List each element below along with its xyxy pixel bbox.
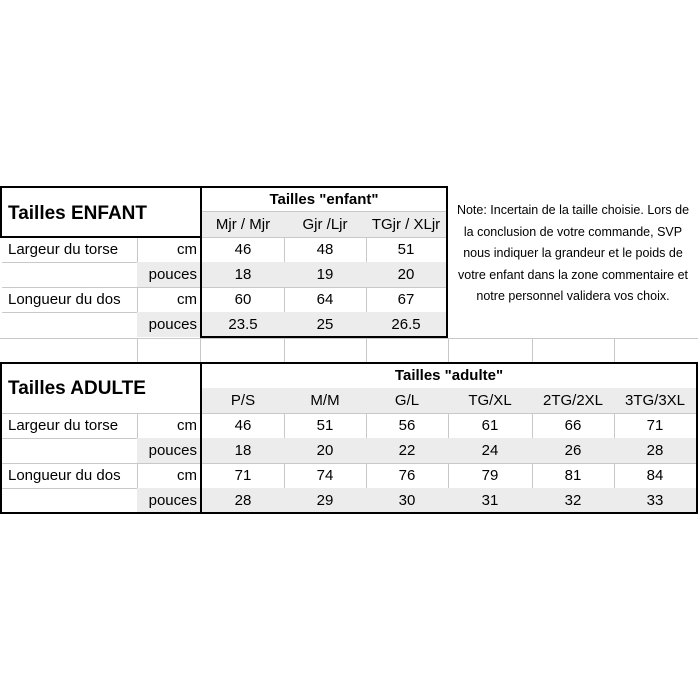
adulte-value-cell: 74 (316, 467, 334, 484)
adulte-value-cell: 26 (532, 438, 614, 463)
adulte-row-unit: cm (177, 467, 197, 484)
adulte-size-header: 3TG/3XL (614, 388, 696, 413)
adulte-value-cell: 81 (564, 467, 582, 484)
adulte-value-cell: 84 (646, 467, 664, 484)
enfant-row-label: Longueur du dos (8, 291, 121, 308)
gridline (532, 338, 533, 362)
adulte-title: Tailles ADULTE (8, 377, 146, 399)
gridline (137, 338, 138, 362)
enfant-value-cell: 26.5 (366, 312, 446, 337)
adulte-value-cell: 30 (366, 488, 448, 513)
adulte-row-label: Longueur du dos (8, 467, 121, 484)
gridline (366, 338, 367, 362)
enfant-value-cell: 19 (284, 262, 366, 287)
enfant-value-cell: 64 (316, 291, 334, 308)
adulte-size-header: P/S (202, 388, 284, 413)
adulte-value-cell: 18 (202, 438, 284, 463)
adulte-row-unit: cm (177, 417, 197, 434)
adulte-value-cell: 66 (564, 417, 582, 434)
enfant-row-unit: pouces (137, 262, 200, 287)
enfant-value-cell: 46 (234, 241, 252, 258)
enfant-value-cell: 25 (284, 312, 366, 337)
enfant-title-border (0, 186, 202, 238)
enfant-row-unit: pouces (137, 312, 200, 337)
adulte-size-header: 2TG/2XL (532, 388, 614, 413)
enfant-size-header: TGjr / XLjr (366, 212, 446, 237)
adulte-value-cell: 28 (202, 488, 284, 513)
adulte-value-cell: 76 (398, 467, 416, 484)
adulte-size-header: G/L (366, 388, 448, 413)
enfant-row-unit: cm (177, 291, 197, 308)
enfant-value-cell: 18 (202, 262, 284, 287)
gridline (614, 338, 615, 362)
adulte-row-unit: pouces (137, 488, 200, 513)
adulte-value-cell: 61 (481, 417, 499, 434)
adulte-values-border (200, 362, 698, 514)
adulte-value-cell: 56 (398, 417, 416, 434)
enfant-row-unit: cm (177, 241, 197, 258)
enfant-size-header: Gjr /Ljr (284, 212, 366, 237)
adulte-value-cell: 33 (614, 488, 696, 513)
adulte-row-unit: pouces (137, 438, 200, 463)
adulte-value-cell: 51 (316, 417, 334, 434)
adulte-row-label: Largeur du torse (8, 417, 119, 434)
enfant-value-cell: 51 (397, 241, 415, 258)
enfant-value-cell: 60 (234, 291, 252, 308)
adulte-value-cell: 24 (448, 438, 532, 463)
adulte-value-cell: 31 (448, 488, 532, 513)
adulte-size-header: TG/XL (448, 388, 532, 413)
enfant-title: Tailles ENFANT (8, 202, 148, 224)
enfant-value-cell: 23.5 (202, 312, 284, 337)
adulte-value-cell: 46 (234, 417, 252, 434)
enfant-value-cell: 67 (397, 291, 415, 308)
enfant-group-header: Tailles "enfant" (269, 190, 379, 208)
adulte-size-header: M/M (284, 388, 366, 413)
gridline (200, 338, 201, 362)
enfant-value-cell: 20 (366, 262, 446, 287)
adulte-value-cell: 28 (614, 438, 696, 463)
adulte-value-cell: 22 (366, 438, 448, 463)
adulte-value-cell: 71 (234, 467, 252, 484)
adulte-value-cell: 79 (481, 467, 499, 484)
size-note: Note: Incertain de la taille choisie. Lors de la conclusion de votre commande, SVP nous indiquer la grandeur et le poids de votre enfant dans la zone commentaire et notre personnel validera vos choix. (456, 203, 690, 303)
enfant-table-border (200, 186, 448, 338)
enfant-value-cell: 48 (316, 241, 334, 258)
adulte-value-cell: 29 (284, 488, 366, 513)
adulte-value-cell: 20 (284, 438, 366, 463)
enfant-row-label: Largeur du torse (8, 241, 119, 258)
adulte-value-cell: 32 (532, 488, 614, 513)
gridline (448, 338, 449, 362)
gridline (0, 338, 698, 339)
gridline (284, 338, 285, 362)
adulte-value-cell: 71 (646, 417, 664, 434)
enfant-size-header: Mjr / Mjr (202, 212, 284, 237)
adulte-group-header: Tailles "adulte" (394, 367, 504, 384)
